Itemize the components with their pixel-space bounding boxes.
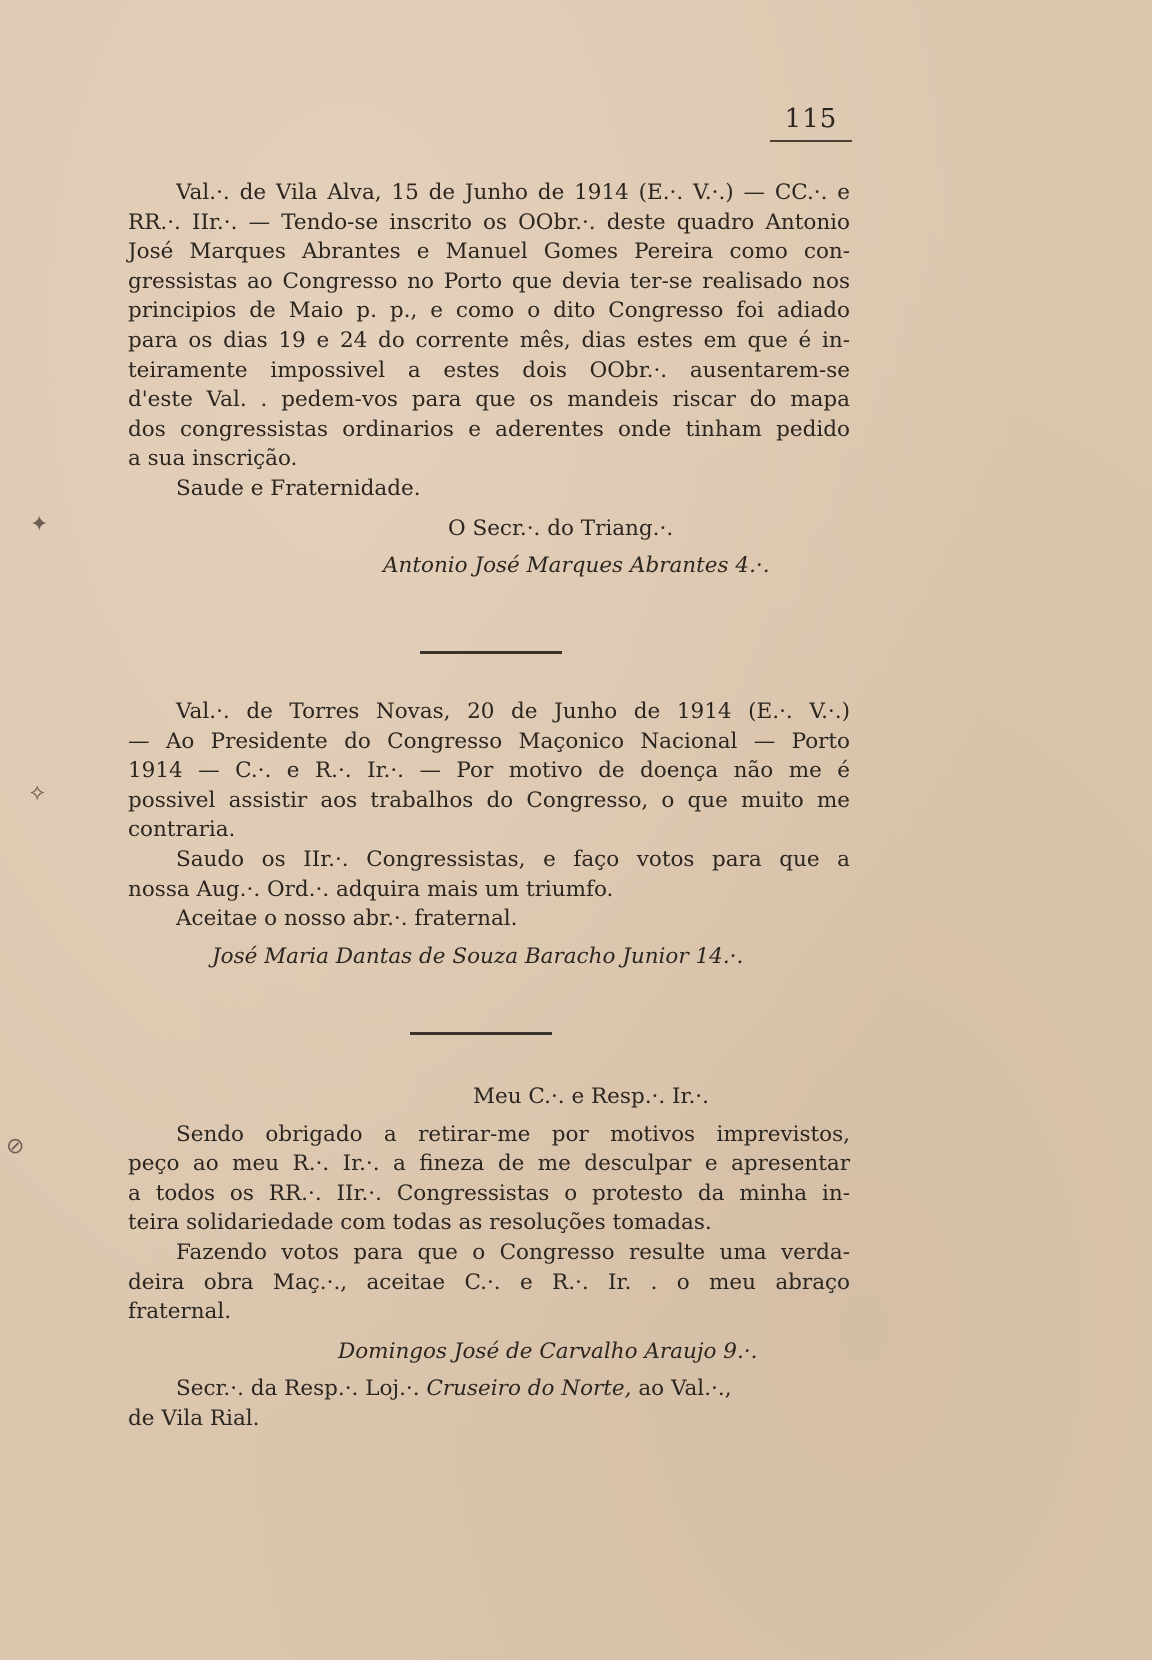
salutation: Meu C.·. e Resp.·. Ir.·. [473,1084,709,1109]
greeting: Saude e Fraternidade. [176,475,421,501]
text-line: a todos os RR.·. IIr.·. Congressistas o protesto da minha in- [128,1180,850,1206]
text-line: deira obra Maç.·., aceitae C.·. e R.·. Ir. . o meu abraço [128,1269,850,1295]
text-line: nossa Aug.·. Ord.·. adquira mais um triumfo. [128,876,614,902]
text-line: a sua inscrição. [128,446,298,472]
text-line: teiramente impossivel a estes dois OObr.·. ausentarem-se [128,357,850,383]
letter-torres-novas [128,697,850,971]
text-line: possivel assistir aos trabalhos do Congresso, o que muito me [128,787,850,813]
signature: Domingos José de Carvalho Araujo 9.·. [338,1338,758,1364]
secretary-title: O Secr.·. do Triang.·. [448,515,674,541]
text-line: Fazendo votos para que o Congresso resulte uma verda- [176,1239,850,1265]
lodge-line [128,1374,850,1404]
text-line: Val.·. de Vila Alva, 15 de Junho de 1914 (E.·. V.·.) — CC.·. e [176,180,850,205]
text-line: RR.·. IIr.·. — Tendo-se inscrito os OObr.·. deste quadro Antonio [128,209,850,235]
section-divider [410,1032,552,1035]
text-line: gressistas ao Congresso no Porto que devia ter-se realisado nos [128,268,850,294]
lodge-suffix: ao Val.·., [638,1376,732,1402]
lodge-name: Cruseiro do Norte, [426,1376,632,1402]
margin-mark-icon: ✦ [30,512,49,537]
letter-domingos [128,1082,850,1434]
text-line: peço ao meu R.·. Ir.·. a fineza de me desculpar e apresentar [128,1151,850,1177]
signature: Antonio José Marques Abrantes 4.·. [383,553,770,579]
page-number: 115 [770,104,852,142]
text-line: Sendo obrigado a retirar-me por motivos imprevistos, [176,1121,850,1147]
text-line: Val.·. de Torres Novas, 20 de Junho de 1914 (E.·. V.·.) [176,699,850,724]
text-line: Saudo os IIr.·. Congressistas, e faço votos para que a [176,846,850,872]
margin-mark-icon: ⊘ [6,1134,25,1159]
text-line: fraternal. [128,1299,232,1325]
margin-mark-icon: ⟡ [30,780,45,805]
letter-vila-alva [128,178,850,581]
text-line: d'este Val. . pedem-vos para que os mandeis riscar do mapa [128,387,850,413]
text-line: contraria. [128,817,236,843]
text-line: José Marques Abrantes e Manuel Gomes Pereira como con- [128,239,850,265]
text-line: teira solidariedade com todas as resoluções tomadas. [128,1210,712,1236]
text-line: para os dias 19 e 24 do corrente mês, dias estes em que é in- [128,327,850,353]
lodge-prefix: Secr.·. da Resp.·. Loj.·. [176,1376,420,1402]
text-line: principios de Maio p. p., e como o dito Congresso foi adiado [128,298,850,324]
text-line: de Vila Rial. [128,1405,260,1431]
text-line: dos congressistas ordinarios e aderentes onde tinham pedido [128,416,850,442]
text-line: 1914 — C.·. e R.·. Ir.·. — Por motivo de doença não me é [128,758,850,784]
signature: José Maria Dantas de Souza Baracho Junior 14.·. [212,943,744,969]
closing: Aceitae o nosso abr.·. fraternal. [176,906,518,932]
section-divider [420,651,562,654]
text-line: — Ao Presidente do Congresso Maçonico Nacional — Porto [128,728,850,754]
